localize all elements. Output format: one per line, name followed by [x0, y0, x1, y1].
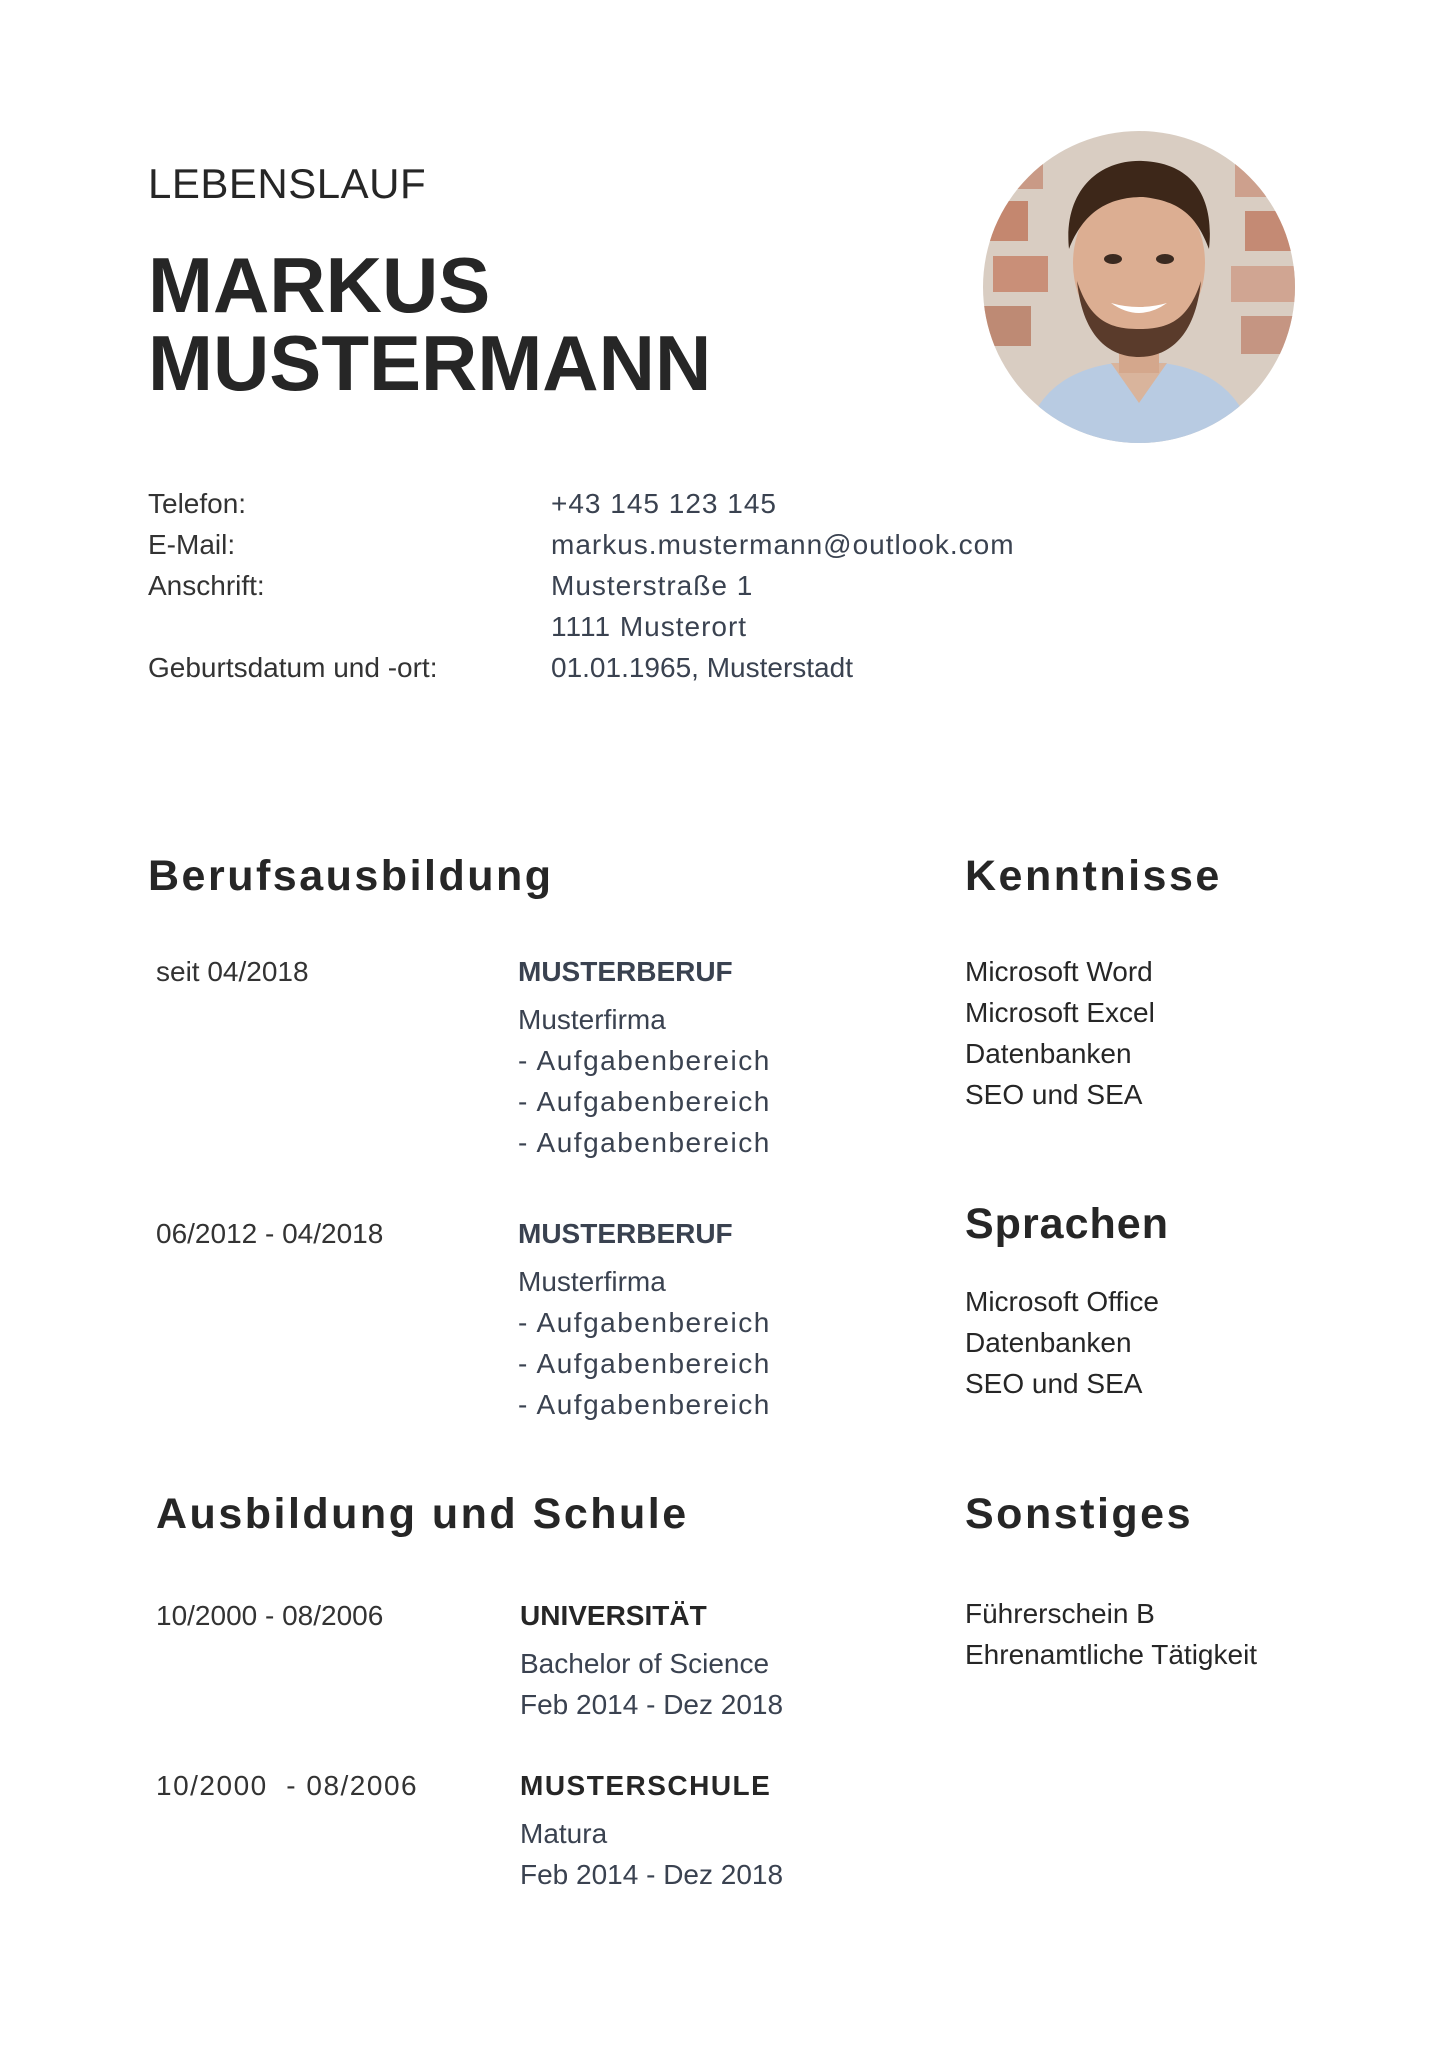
edu-1-institution: UNIVERSITÄT [520, 1600, 707, 1631]
address-city: 1111 Musterort [551, 611, 748, 642]
job-1-date: seit 04/2018 [156, 956, 309, 987]
edu-2-institution: MUSTERSCHULE [520, 1770, 772, 1801]
birth-label: Geburtsdatum und -ort: [148, 652, 438, 683]
job-2-role: MUSTERBERUF [518, 1218, 733, 1249]
ausbildung-heading: Ausbildung und Schule [156, 1490, 689, 1538]
person-name [148, 241, 712, 407]
berufsausbildung-heading: Berufsausbildung [148, 852, 554, 900]
edu-2-degree: Matura [520, 1818, 608, 1849]
profile-photo [983, 131, 1295, 443]
email-label: E-Mail: [148, 529, 236, 560]
job-2-company: Musterfirma [518, 1266, 666, 1297]
misc-item: Ehrenamtliche Tätigkeit [965, 1639, 1258, 1670]
name-last: MUSTERMANN [148, 319, 712, 407]
edu-2-period: Feb 2014 - Dez 2018 [520, 1859, 784, 1890]
skill-item: Microsoft Word [965, 956, 1153, 987]
job-2-task: - Aufgabenbereich [518, 1307, 771, 1338]
job-1-task: - Aufgabenbereich [518, 1086, 771, 1117]
job-1-task: - Aufgabenbereich [518, 1045, 771, 1076]
skill-item: Microsoft Excel [965, 997, 1155, 1028]
job-1-company: Musterfirma [518, 1004, 666, 1035]
phone-value: +43 145 123 145 [551, 488, 777, 519]
document-label: LEBENSLAUF [148, 160, 427, 207]
misc-item: Führerschein B [965, 1598, 1155, 1629]
skill-item: Datenbanken [965, 1038, 1132, 1069]
edu-1-degree: Bachelor of Science [520, 1648, 770, 1679]
edu-1-period: Feb 2014 - Dez 2018 [520, 1689, 784, 1720]
language-item: Datenbanken [965, 1327, 1132, 1358]
language-item: Microsoft Office [965, 1286, 1159, 1317]
kenntnisse-heading: Kenntnisse [965, 852, 1222, 900]
edu-2-date: 10/2000 - 08/2006 [156, 1770, 419, 1801]
job-2-date: 06/2012 - 04/2018 [156, 1218, 384, 1249]
job-2-task: - Aufgabenbereich [518, 1389, 771, 1420]
language-item: SEO und SEA [965, 1368, 1143, 1399]
sonstiges-heading: Sonstiges [965, 1490, 1193, 1538]
email-value: markus.mustermann@outlook.com [551, 529, 1015, 560]
job-2-task: - Aufgabenbereich [518, 1348, 771, 1379]
phone-label: Telefon: [148, 488, 247, 519]
birth-value: 01.01.1965, Musterstadt [551, 652, 853, 683]
sprachen-heading: Sprachen [965, 1200, 1169, 1248]
job-1-role: MUSTERBERUF [518, 956, 733, 987]
address-label: Anschrift: [148, 570, 265, 601]
job-1-task: - Aufgabenbereich [518, 1127, 771, 1158]
edu-1-date: 10/2000 - 08/2006 [156, 1600, 384, 1631]
skill-item: SEO und SEA [965, 1079, 1143, 1110]
address-street: Musterstraße 1 [551, 570, 754, 601]
name-first: MARKUS [148, 241, 491, 329]
